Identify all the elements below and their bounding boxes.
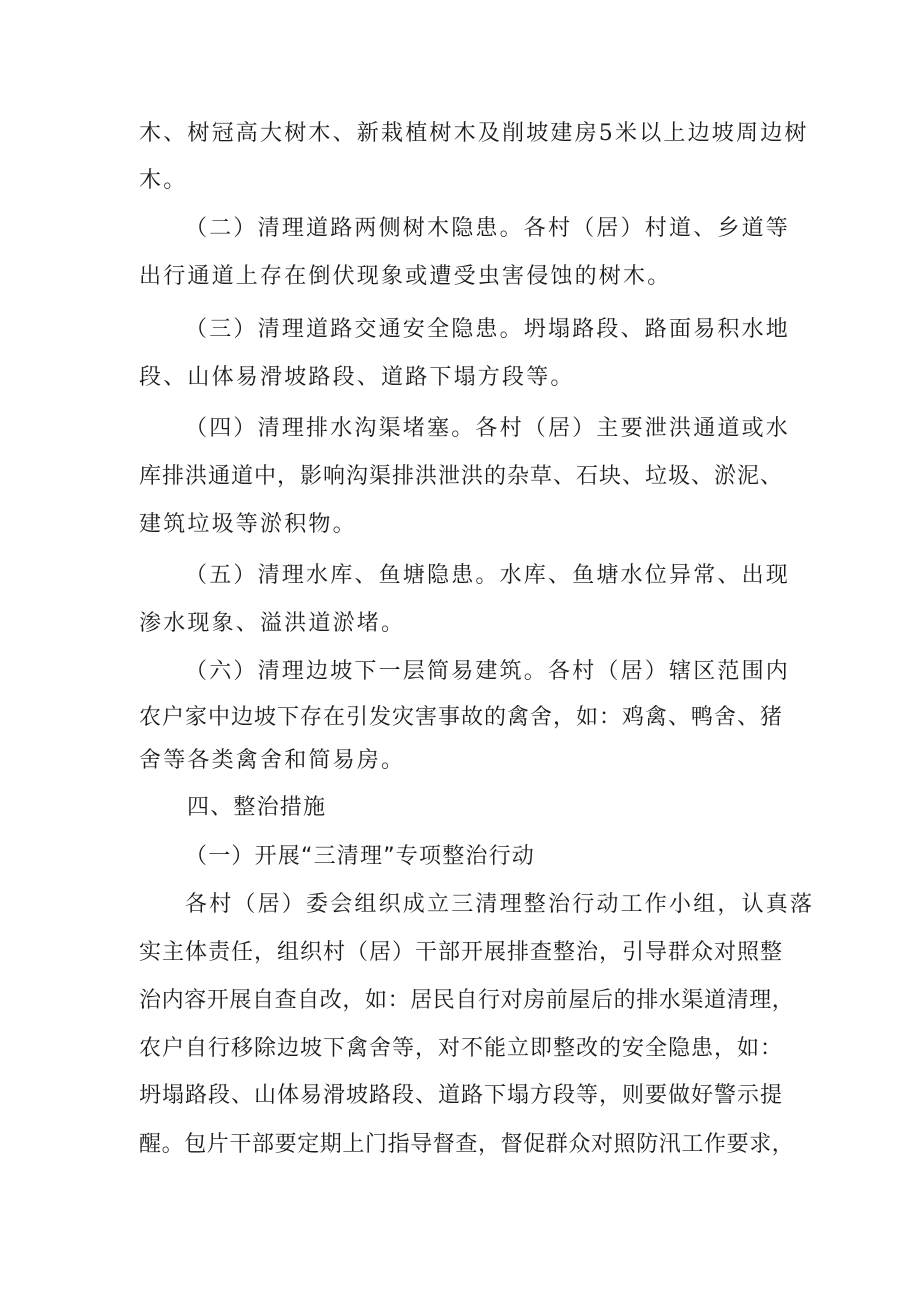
text-line-3: （二）清理道路两侧树木隐患。各村（居）村道、乡道等 <box>185 216 791 241</box>
text-line-20: 农户自行移除边坡下禽舍等，对不能立即整改的安全隐患，如： <box>139 1036 784 1061</box>
text-line-7: （四）清理排水沟渠堵塞。各村（居）主要泄洪通道或水 <box>185 416 791 441</box>
text-line-5: （三）清理道路交通安全隐患。坍塌路段、路面易积水地 <box>185 317 791 342</box>
text-line-19: 治内容开展自查自改，如：居民自行对房前屋后的排水渠道清理， <box>139 988 795 1013</box>
text-line-18: 实主体责任，组织村（居）干部开展排查整治，引导群众对照整 <box>139 940 784 965</box>
text-line-11: 渗水现象、溢洪道淤堵。 <box>139 611 406 636</box>
text-line-17: 各村（居）委会组织成立三清理整治行动工作小组，认真落 <box>185 892 815 917</box>
text-line-14: 舍等各类禽舍和简易房。 <box>139 748 406 773</box>
text-line-13: 农户家中边坡下存在引发灾害事故的禽舍，如：鸡禽、鸭舍、猪 <box>139 705 784 730</box>
text-line-1: 木、树冠高大树木、新栽植树木及削坡建房5米以上边坡周边树 <box>139 121 809 146</box>
section-heading: 四、整治措施 <box>187 795 327 820</box>
text-line-9: 建筑垃圾等淤积物。 <box>139 512 357 537</box>
text-line-21: 坍塌路段、山体易滑坡路段、道路下塌方段等，则要做好警示提 <box>139 1083 784 1108</box>
text-line-6: 段、山体易滑坡路段、道路下塌方段等。 <box>139 365 575 390</box>
text-line-8: 库排洪通道中，影响沟渠排洪泄洪的杂草、石块、垃圾、淤泥、 <box>139 464 784 489</box>
text-line-22: 醒。包片干部要定期上门指导督查，督促群众对照防汛工作要求， <box>139 1132 795 1157</box>
subsection-heading: （一）开展“三清理”专项整治行动 <box>185 844 535 869</box>
text-line-12: （六）清理边坡下一层简易建筑。各村（居）辖区范围内 <box>185 659 791 684</box>
text-line-4: 出行通道上存在倒伏现象或遭受虫害侵蚀的树木。 <box>139 264 672 289</box>
text-line-10: （五）清理水库、鱼塘隐患。水库、鱼塘水位异常、出现 <box>185 563 791 588</box>
text-line-2: 木。 <box>139 168 188 193</box>
